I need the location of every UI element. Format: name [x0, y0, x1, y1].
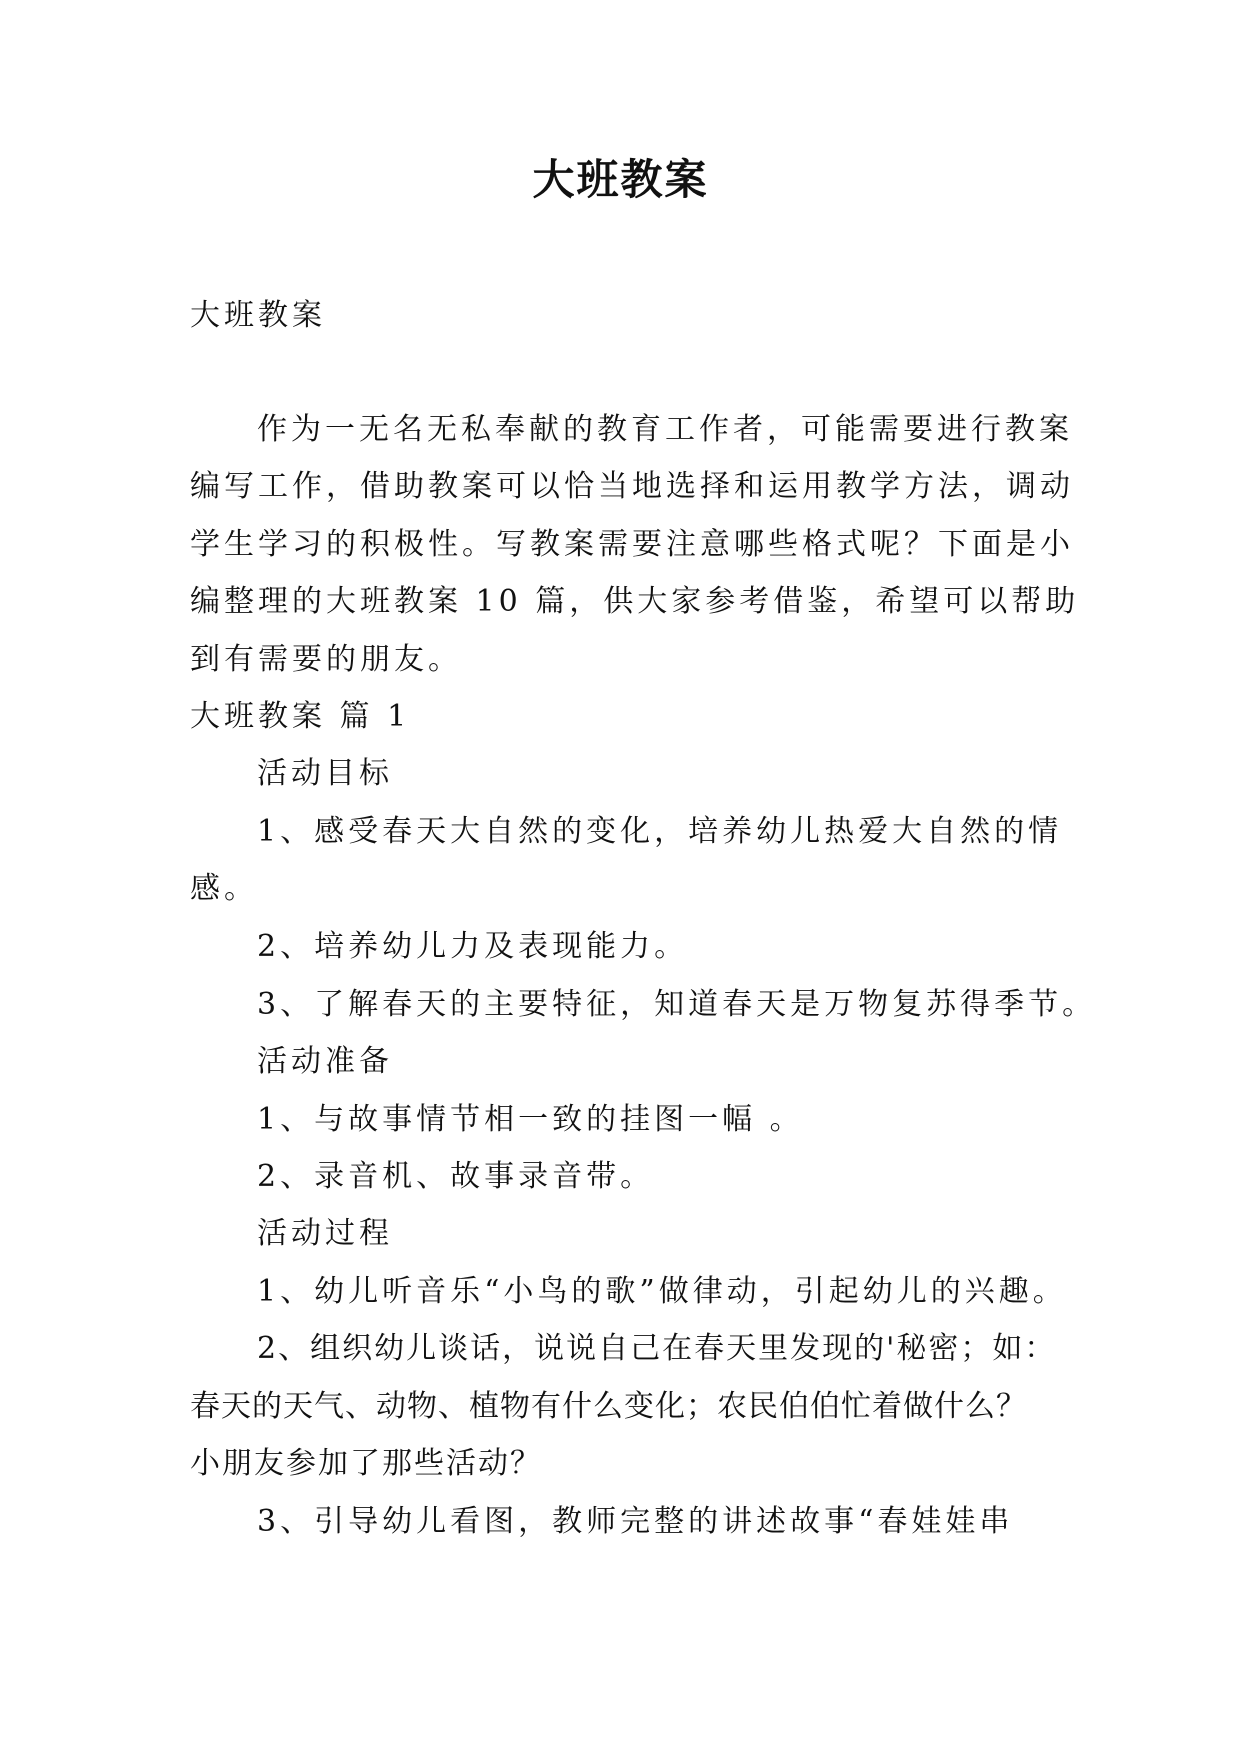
goal-item: 感。: [190, 871, 258, 906]
process-item: 1、幼儿听音乐“小鸟的歌”做律动，引起幼儿的兴趣。: [257, 1274, 1067, 1309]
process-item: 春天的天气、动物、植物有什么变化；农民伯伯忙着做什么？: [190, 1389, 1027, 1424]
prep-item: 1、与故事情节相一致的挂图一幅 。: [257, 1102, 804, 1137]
goal-item: 1、感受春天大自然的变化，培养幼儿热爱大自然的情: [257, 814, 1063, 849]
process-item: 2、组织幼儿谈话，说说自己在春天里发现的'秘密；如：: [257, 1331, 1057, 1366]
document-title: 大班教案: [532, 155, 709, 204]
process-item: 3、引导幼儿看图，教师完整的讲述故事“春娃娃串: [257, 1504, 1014, 1539]
intro-line: 到有需要的朋友。: [190, 642, 462, 677]
document-subtitle: 大班教案: [190, 298, 326, 333]
process-item: 小朋友参加了那些活动？: [190, 1446, 542, 1481]
intro-line: 编整理的大班教案 10 篇，供大家参考借鉴，希望可以帮助: [190, 584, 1080, 619]
intro-line: 编写工作，借助教案可以恰当地选择和运用教学方法，调动: [190, 469, 1074, 504]
prep-item: 2、录音机、故事录音带。: [257, 1159, 655, 1194]
prep-heading: 活动准备: [257, 1044, 393, 1079]
intro-line: 学生学习的积极性。写教案需要注意哪些格式呢？下面是小: [190, 527, 1074, 562]
goal-item: 3、了解春天的主要特征，知道春天是万物复苏得季节。: [257, 987, 1097, 1022]
goal-heading: 活动目标: [257, 756, 393, 791]
process-heading: 活动过程: [257, 1216, 393, 1251]
section-heading: 大班教案 篇 1: [190, 699, 411, 734]
goal-item: 2、培养幼儿力及表现能力。: [257, 929, 689, 964]
intro-line: 作为一无名无私奉献的教育工作者，可能需要进行教案: [257, 412, 1073, 447]
